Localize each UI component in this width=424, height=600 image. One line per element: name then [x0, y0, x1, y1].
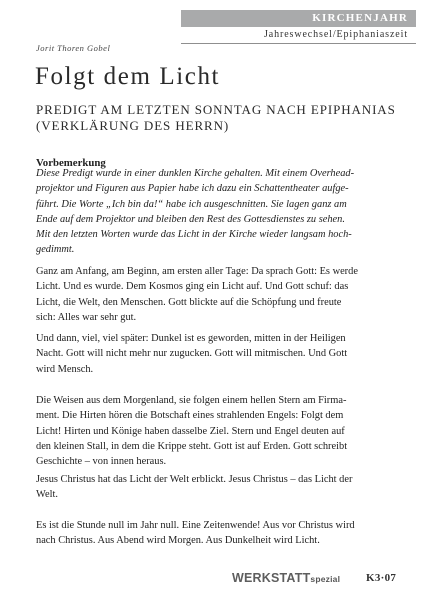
brand-sub-text: spezial — [310, 574, 341, 584]
author-name: Jorit Thoren Gobel — [36, 43, 111, 53]
text-line: sich: Alles war sehr gut. — [36, 311, 137, 323]
text-line: Ende auf dem Projektor und bleiben den Rest des Gottesdienstes zu sehen. — [36, 213, 345, 225]
paragraph — [36, 331, 396, 377]
paragraph — [36, 393, 396, 469]
text-line: wird Mensch. — [36, 363, 94, 375]
sermon-title: Folgt dem Licht — [35, 63, 221, 90]
text-line: Licht. Und es wurde. Dem Kosmos ging ein Licht auf. Und Gott schuf: das — [36, 281, 349, 293]
brand-main-text: WERKSTATT — [232, 571, 311, 585]
text-line: nach Christus. Aus Abend wird Morgen. Aus Dunkelheit wird Licht. — [36, 535, 320, 547]
text-line: projektor und Figuren aus Papier habe ich dazu ein Schattentheater aufge- — [36, 183, 349, 195]
paragraph — [36, 264, 396, 325]
paragraph — [36, 472, 396, 503]
text-line: Jesus Christus hat das Licht der Welt erblickt. Jesus Christus – das Licht der — [36, 474, 353, 485]
sermon-subtitle — [36, 102, 416, 134]
text-line: ment. Die Hirten hören die Botschaft eines strahlenden Engels: Folgt dem — [36, 410, 344, 422]
paragraph — [36, 518, 396, 549]
vorbemerkung-heading: Vorbemerkung — [36, 157, 106, 169]
vorbemerkung-text — [36, 166, 396, 258]
subcategory-label: Jahreswechsel/Epiphaniaszeit — [181, 29, 416, 44]
text-line: Nacht. Gott will nicht mehr nur zugucken. Gott will mitmischen. Und Gott — [36, 348, 348, 360]
text-line: Die Weisen aus dem Morgenland, sie folgen einem hellen Stern am Firma- — [36, 395, 347, 406]
text-line: Diese Predigt wurde in einer dunklen Kirche gehalten. Mit einem Overhead- — [36, 168, 355, 179]
publisher-logo — [232, 571, 340, 585]
text-line: Mit den letzten Worten wurde das Licht in der Kirche wieder langsam hoch- — [36, 229, 352, 241]
text-line: Und dann, viel, viel später: Dunkel ist es geworden, mitten in der Heiligen — [36, 333, 346, 344]
text-line: führt. Die Worte „Ich bin da!“ habe ich ausgeschnitten. Sie lagen ganz am — [36, 198, 347, 210]
text-line: den kleinen Stall, in dem die Krippe steht. Gott ist auf Erden. Gott schreibt — [36, 440, 348, 452]
page-number: K3·07 — [366, 572, 397, 584]
text-line: Licht! Hirten und Könige haben dasselbe Ziel. Stern und Engel deuten auf — [36, 425, 345, 437]
text-line: Ganz am Anfang, am Beginn, am ersten aller Tage: Da sprach Gott: Es werde — [36, 266, 358, 277]
text-line: gedimmt. — [36, 244, 75, 256]
category-label: KIRCHENJAHR — [181, 10, 416, 27]
text-line: Licht, die Welt, den Menschen. Gott blickte auf die Schöpfung und freute — [36, 296, 342, 308]
subtitle-line: (VERKLÄRUNG DES HERRN) — [36, 118, 230, 133]
subtitle-line: PREDIGT AM LETZTEN SONNTAG NACH EPIPHANIAS — [36, 102, 396, 117]
text-line: Geschichte – von innen heraus. — [36, 456, 167, 468]
text-line: Es ist die Stunde null im Jahr null. Eine Zeitenwende! Aus vor Christus wird — [36, 520, 355, 531]
text-line: Welt. — [36, 489, 58, 501]
